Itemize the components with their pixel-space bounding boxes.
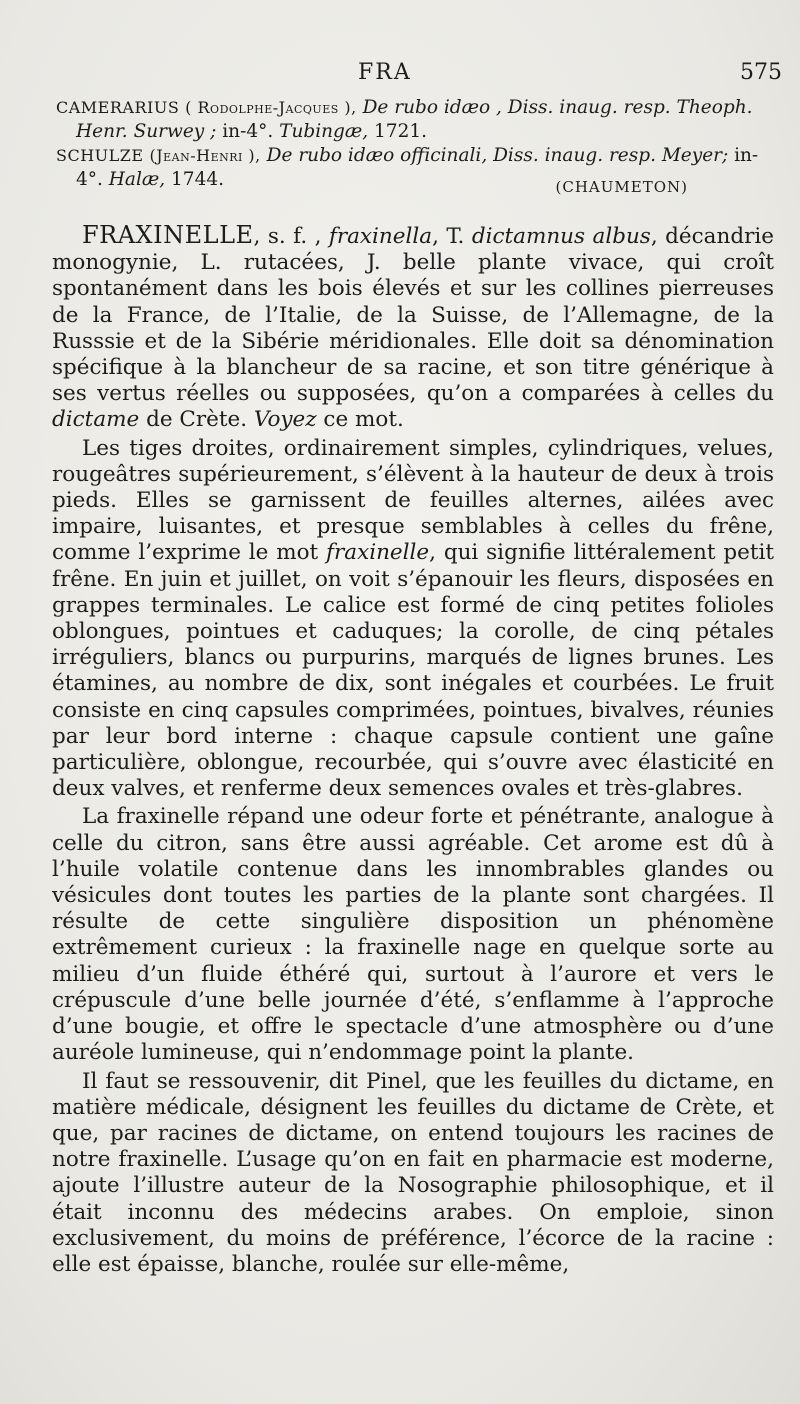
author-given-name: (Jean-Henri ),	[149, 146, 261, 165]
paragraph-text: , qui signifie littéralement petit frêne. En juin et juillet, on voit s’épanouir les fleurs, disposées en grappes terminales. Le calice est formé de cinq petites folioles oblongues, pointues et caduques; la corolle, de cinq pétales irréguliers, blancs ou purpurins, marqués de lignes brunes. Les étamines, au nombre de dix, sont inégales et courbées. Le fruit consiste en cinq capsules comprimées, pointues, bivalves, réunies par leur bord interne : chaque capsule contient une gaîne particulière, oblongue, recourbée, qui s’ouvre avec élasticité en deux valves, et renferme deux semences ovales et très-glabres.	[52, 540, 774, 802]
page-number: 575	[740, 60, 782, 85]
article-signature: (CHAUMETON)	[555, 178, 688, 196]
work-year: 1744.	[165, 169, 224, 190]
work-title: De rubo idæo , Diss. inaug. resp. Theoph. Henr. Surwey ;	[76, 97, 753, 142]
cross-reference-term: dictame	[52, 407, 140, 433]
work-year: 1721.	[368, 121, 427, 142]
author-given-name: ( Rodolphe-Jacques ),	[185, 98, 357, 117]
latin-name: dictamnus albus	[471, 224, 651, 249]
paragraph-3: La fraxinelle répand une odeur forte et pénétrante, analogue à celle du citron, sans être aussi agréable. Cet arome est dû à l’huile volatile contenue dans les innombrables glandes ou vésicules dont toutes les parties de la plante sont chargées. Il résulte de cette singulière disposition un phénomène extrêmement curieux : la fraxinelle nage en quelque sorte au milieu d’un fluide éthéré qui, surtout à l’aurore et vers le crépuscule d’une belle journée d’été, s’enflamme à l’approche d’une bougie, et offre le spectacle d’une atmosphère ou d’une auréole lumineuse, qui n’endommage point la plante.	[52, 804, 774, 1066]
paragraph-text: , T.	[432, 224, 472, 249]
paragraph-1	[52, 222, 774, 434]
author-name: SCHULZE	[56, 146, 144, 165]
emphasized-word: fraxinelle	[326, 540, 430, 566]
latin-name: fraxinella	[328, 224, 433, 249]
work-format: in-4°.	[216, 121, 280, 142]
paragraph-text: , s. f. ,	[253, 224, 329, 249]
work-format: in-4°.	[76, 145, 759, 190]
paragraph-2	[52, 436, 774, 803]
paragraph-4: Il faut se ressouvenir, dit Pinel, que les feuilles du dictame, en matière médicale, désignent les feuilles du dictame de Crète, et que, par racines de dictame, on entend toujours les racines de notre fraxinelle. L’usage qu’on en fait en pharmacie est moderne, ajoute l’illustre auteur de la Nosographie philosophique, et il était inconnu des médecins arabes. On emploie, sinon exclusivement, du moins de préférence, l’écorce de la racine : elle est épaisse, blanche, roulée sur elle-même,	[52, 1068, 774, 1277]
bibliography-entry	[56, 96, 771, 144]
author-name: CAMERARIUS	[56, 98, 180, 117]
paragraph-text: , décandrie monogynie, L. rutacées, J. belle plante vivace, qui croît spontanément dans les bois élevés et sur les collines pierreuses de la France, de l’Italie, de la Suisse, de l’Allemagne, de la Russsie et de la Sibérie méridionales. Elle doit sa dénomination spécifique à la blancheur de sa racine, et son titre générique à ses vertus réelles ou supposées, qu’on a comparées à celles du	[52, 224, 774, 407]
voyez-reference: Voyez	[253, 407, 317, 433]
work-place: Tubingæ,	[279, 121, 369, 142]
paragraph-text: de Crète.	[139, 407, 254, 433]
headword: FRAXINELLE	[82, 221, 254, 249]
running-header	[0, 60, 800, 94]
work-title: De rubo idæo officinali, Diss. inaug. resp. Meyer;	[266, 145, 729, 166]
work-place: Halæ,	[108, 169, 166, 190]
paragraph-text: ce mot.	[316, 407, 404, 433]
running-title: FRA	[358, 60, 412, 85]
article-body	[52, 222, 774, 1280]
paragraph-text: Les tiges droites, ordinairement simples, cylindriques, velues, rougeâtres supérieurement, s’élèvent à la hauteur de deux à trois pieds. Elles se garnissent de feuilles alternes, ailées avec impaire, luisantes, et presque semblables à celles du frêne, comme l’exprime le mot	[52, 435, 774, 566]
